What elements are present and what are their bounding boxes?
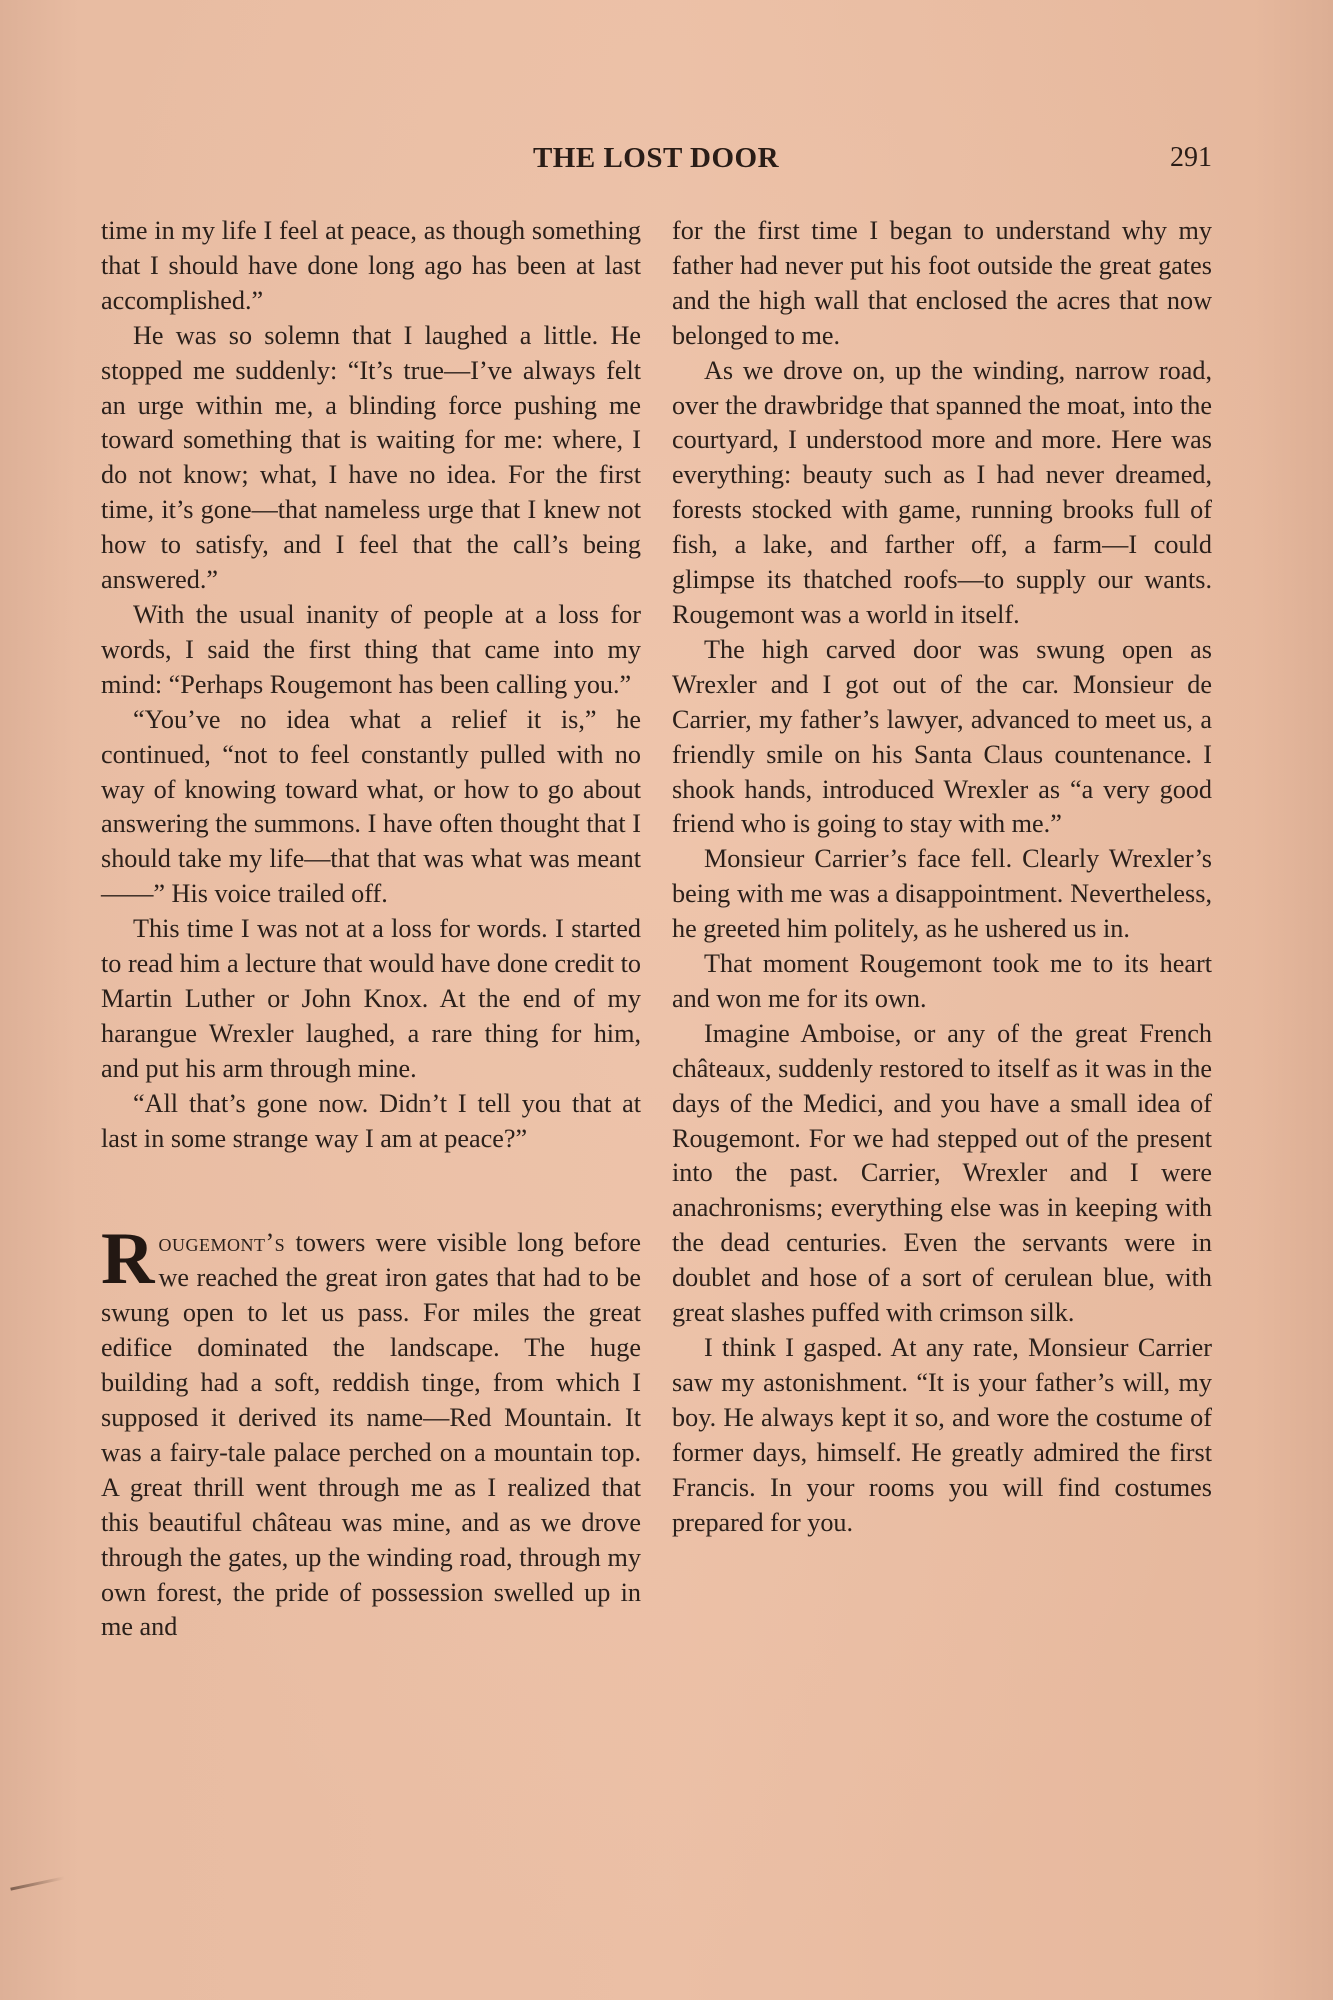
paragraph: This time I was not at a loss for words. I started to read him a lecture that would have done credit to Martin Luther or John Knox. At the end of my harangue Wrexler laughed, a rare thing for him, and put his arm through mine. <box>101 914 641 1083</box>
small-caps-lead: ougemont’s <box>158 1228 286 1258</box>
paragraph: time in my life I feel at peace, as though something that I should have done long ago has been at last accomplished.” <box>101 216 641 315</box>
ink-smudge <box>10 1876 64 1890</box>
right-column <box>672 214 1212 1540</box>
section-break <box>101 1156 641 1226</box>
paragraph: for the first time I began to understand why my father had never put his foot outside the great gates and the high wall that enclosed the acres that now belonged to me. <box>672 216 1212 350</box>
paragraph: “You’ve no idea what a relief it is,” he continued, “not to feel constantly pulled with no way of knowing toward what, or how to go about answering the summons. I have often thought that I should take my life—that that was what was meant——” His voice trailed off. <box>101 704 641 909</box>
running-title: THE LOST DOOR <box>532 142 780 174</box>
paragraph: As we drove on, up the winding, narrow road, over the drawbridge that spanned the moat, into the courtyard, I understood more and more. Here was everything: beauty such as I had never dreamed, forests stocked with game, running brooks full of fish, a lake, and farther off, a farm—I could glimpse its thatched roofs—to supply our wants. Rougemont was a world in itself. <box>672 355 1212 629</box>
section-opening-paragraph <box>101 1218 641 1645</box>
paragraph: With the usual inanity of people at a loss for words, I said the first thing that came into my mind: “Perhaps Rougemont has been calling you.” <box>101 599 641 699</box>
paragraph: “All that’s gone now. Didn’t I tell you that at last in some strange way I am at peace?” <box>101 1088 641 1153</box>
running-head <box>100 142 1212 182</box>
page-number: 291 <box>1170 142 1212 173</box>
paragraph: The high carved door was swung open as Wrexler and I got out of the car. Monsieur de Carrier, my father’s lawyer, advanced to meet us, a friendly smile on his Santa Claus countenance. I shook hands, introduced Wrexler as “a very good friend who is going to stay with me.” <box>672 634 1212 839</box>
paragraph: Monsieur Carrier’s face fell. Clearly Wrexler’s being with me was a disappointment. Nevertheless, he greeted him politely, as he ushered us in. <box>672 844 1212 944</box>
paragraph: That moment Rougemont took me to its heart and won me for its own. <box>672 949 1212 1013</box>
paragraph: He was so solemn that I laughed a little. He stopped me suddenly: “It’s true—I’ve always felt an urge within me, a blinding force pushing me toward something that is waiting for me: where, I do not know; what, I have no idea. For the first time, it’s gone—that nameless urge that I knew not how to satisfy, and I feel that the call’s being answered.” <box>101 320 641 595</box>
paragraph-text: towers were visible long before we reached the great iron gates that had to be swung open to let us pass. For miles the great edifice dominated the landscape. The huge building had a soft, reddish tinge, from which I supposed it derived its name—Red Mountain. It was a fairy-tale palace perched on a mountain top. A great thrill went through me as I realized that this beautiful château was mine, and as we drove through the gates, up the winding road, through my own forest, the pride of possession swelled up in me and <box>101 1228 641 1642</box>
drop-cap: R <box>101 1218 155 1301</box>
paragraph: I think I gasped. At any rate, Monsieur Carrier saw my astonishment. “It is your father’s will, my boy. He always kept it so, and wore the costume of former days, himself. He greatly admired the first Francis. In your rooms you will find costumes prepared for you. <box>672 1333 1212 1537</box>
left-column <box>101 214 641 1645</box>
paragraph: Imagine Amboise, or any of the great French châteaux, suddenly restored to itself as it was in the days of the Medici, and you have a small idea of Rougemont. For we had stepped out of the present into the past. Carrier, Wrexler and I were anachronisms; everything else was in keeping with the dead centuries. Even the servants were in doublet and hose of a sort of cerulean blue, with great slashes puffed with crimson silk. <box>672 1018 1212 1328</box>
